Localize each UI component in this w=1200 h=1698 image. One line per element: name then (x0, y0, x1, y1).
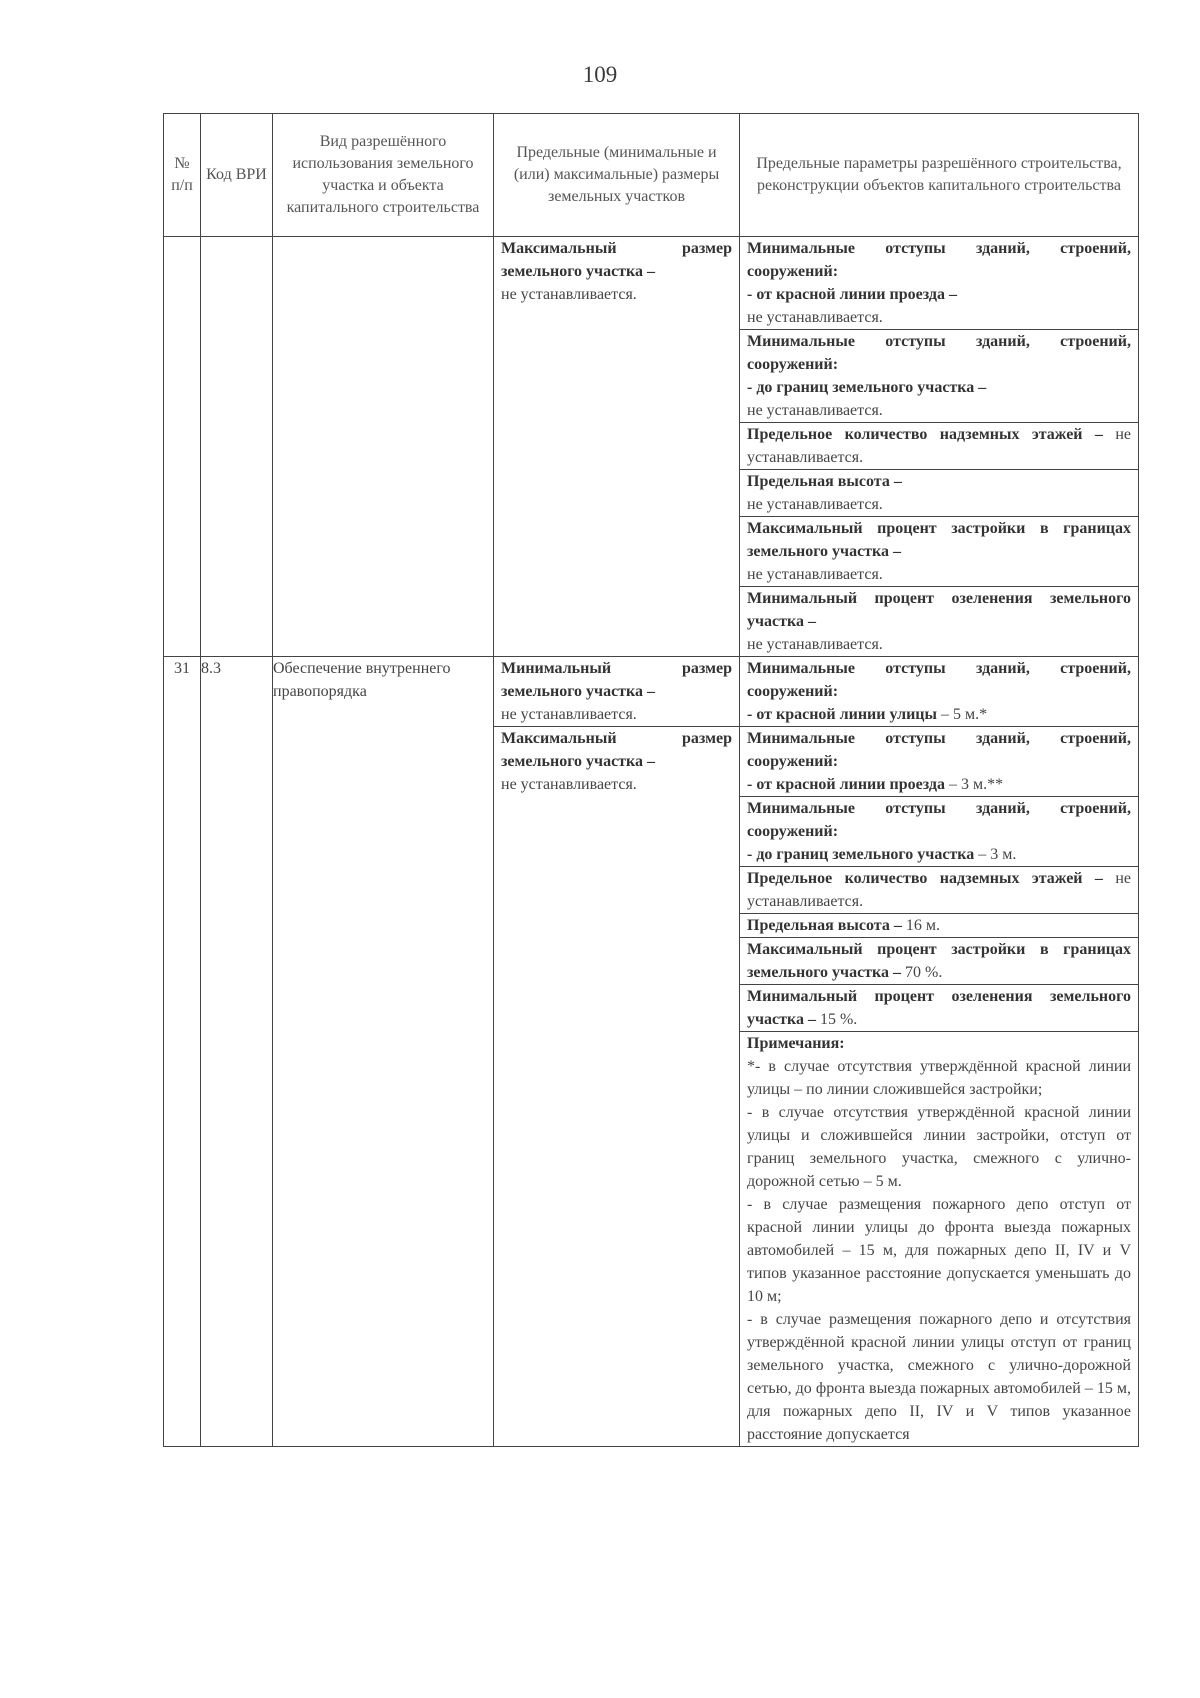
header-use-type: Вид разрешённого использования земельного участка и объекта капитального строительства (273, 114, 494, 237)
note-item: - в случае размещения пожарного депо отступ от красной линии улицы до фронта выезда пожарных автомобилей – 15 м, для пожарных депо II, IV и V типов указанное расстояние допускается уменьшать до 10 м; (747, 1196, 1131, 1305)
param-label: Минимальный процент озеленения земельного участка – (747, 590, 1131, 630)
param-value: не устанавливается. (747, 566, 883, 583)
min-size-block (494, 657, 739, 727)
row-number-cell (164, 237, 201, 657)
param-block (740, 237, 1138, 330)
note-item: *- в случае отсутствия утверждённой красной линии улицы – по линии сложившейся застройки; (747, 1058, 1131, 1098)
max-size-label: Максимальный размер земельного участка – (501, 730, 732, 770)
param-block (740, 470, 1138, 517)
min-size-value: не устанавливается. (501, 706, 637, 723)
param-value: – 5 м.* (941, 706, 988, 723)
param-label: Минимальные отступы зданий, строений, сооружений: (747, 800, 1131, 840)
param-value: не устанавливается. (747, 636, 883, 653)
param-block (740, 517, 1138, 587)
header-number: № п/п (164, 114, 201, 237)
row-sizes-cell (494, 237, 740, 657)
row-params-cell (740, 657, 1139, 1447)
param-value: – 3 м. (978, 846, 1017, 863)
param-block (740, 914, 1138, 938)
param-block (740, 727, 1138, 797)
row-params-cell (740, 237, 1139, 657)
max-size-block (494, 727, 739, 796)
table-row (164, 237, 1139, 657)
table-header-row (164, 114, 1139, 237)
param-block (740, 330, 1138, 423)
max-size-label: Максимальный размер земельного участка – (501, 240, 732, 280)
param-value: 15 %. (819, 1011, 858, 1028)
page-number: 109 (582, 62, 618, 87)
table-row (164, 657, 1139, 1447)
param-label: Предельное количество надземных этажей – (747, 870, 1103, 887)
notes-title: Примечания: (747, 1035, 845, 1052)
row-code-cell: 8.3 (201, 657, 273, 1447)
header-plot-sizes: Предельные (минимальные и (или) максимальные) размеры земельных участков (494, 114, 740, 237)
regulations-table (163, 113, 1139, 1447)
max-size-value: не устанавливается. (501, 286, 637, 303)
param-block (740, 938, 1138, 985)
max-size-value: не устанавливается. (501, 776, 637, 793)
param-block (740, 867, 1138, 914)
header-code: Код ВРИ (201, 114, 273, 237)
header-build-params: Предельные параметры разрешённого строительства, реконструкции объектов капитального строительства (740, 114, 1139, 237)
row-number-cell: 31 (164, 657, 201, 1447)
param-block (740, 587, 1138, 656)
param-label: Минимальные отступы зданий, строений, сооружений: (747, 730, 1131, 770)
param-label: Максимальный процент застройки в границах земельного участка – (747, 941, 1131, 981)
param-value: 70 %. (905, 964, 943, 981)
param-block (740, 797, 1138, 867)
param-sub: - до границ земельного участка – (747, 379, 987, 396)
param-block (740, 657, 1138, 727)
param-label: Минимальный процент озеленения земельного участка – (747, 988, 1131, 1028)
param-label: Предельная высота – (747, 917, 902, 934)
row-sizes-cell (494, 657, 740, 1447)
param-value: не устанавливается. (747, 870, 1131, 910)
param-value: не устанавливается. (747, 402, 883, 419)
row-name-cell: Обеспечение внутреннего правопорядка (273, 657, 494, 1447)
param-block (740, 423, 1138, 470)
param-label: Минимальные отступы зданий, строений, сооружений: (747, 660, 1131, 700)
min-size-label: Минимальный размер земельного участка – (501, 660, 732, 700)
note-item: - в случае размещения пожарного депо и отсутствия утверждённой красной линии улицы отступ от границ земельного участка, смежного с улично-дорожной сетью, до фронта выезда пожарных автомобилей – 15 м, для пожарных депо II, IV и V типов указанное расстояние допускается (747, 1311, 1131, 1443)
param-value: 16 м. (905, 917, 940, 934)
param-label: Минимальные отступы зданий, строений, сооружений: (747, 333, 1131, 373)
param-value: – 3 м.** (948, 776, 1004, 793)
param-label: Предельная высота – (747, 473, 902, 490)
param-label: Максимальный процент застройки в границах земельного участка – (747, 520, 1131, 560)
param-value: не устанавливается. (747, 426, 1131, 466)
param-sub: - от красной линии проезда – (747, 286, 957, 303)
row-name-cell (273, 237, 494, 657)
param-sub: - от красной линии улицы (747, 706, 937, 723)
param-sub: - до границ земельного участка (747, 846, 975, 863)
note-item: - в случае отсутствия утверждённой красной линии улицы и сложившейся линии застройки, отступ от границ земельного участка, смежного с улично-дорожной сетью – 5 м. (747, 1104, 1131, 1190)
param-value: не устанавливается. (747, 496, 883, 513)
param-label: Минимальные отступы зданий, строений, сооружений: (747, 240, 1131, 280)
param-label: Предельное количество надземных этажей – (747, 426, 1103, 443)
param-value: не устанавливается. (747, 309, 883, 326)
row-code-cell (201, 237, 273, 657)
notes-block (740, 1032, 1138, 1446)
param-sub: - от красной линии проезда (747, 776, 945, 793)
param-block (740, 985, 1138, 1032)
max-size-block (494, 237, 739, 306)
